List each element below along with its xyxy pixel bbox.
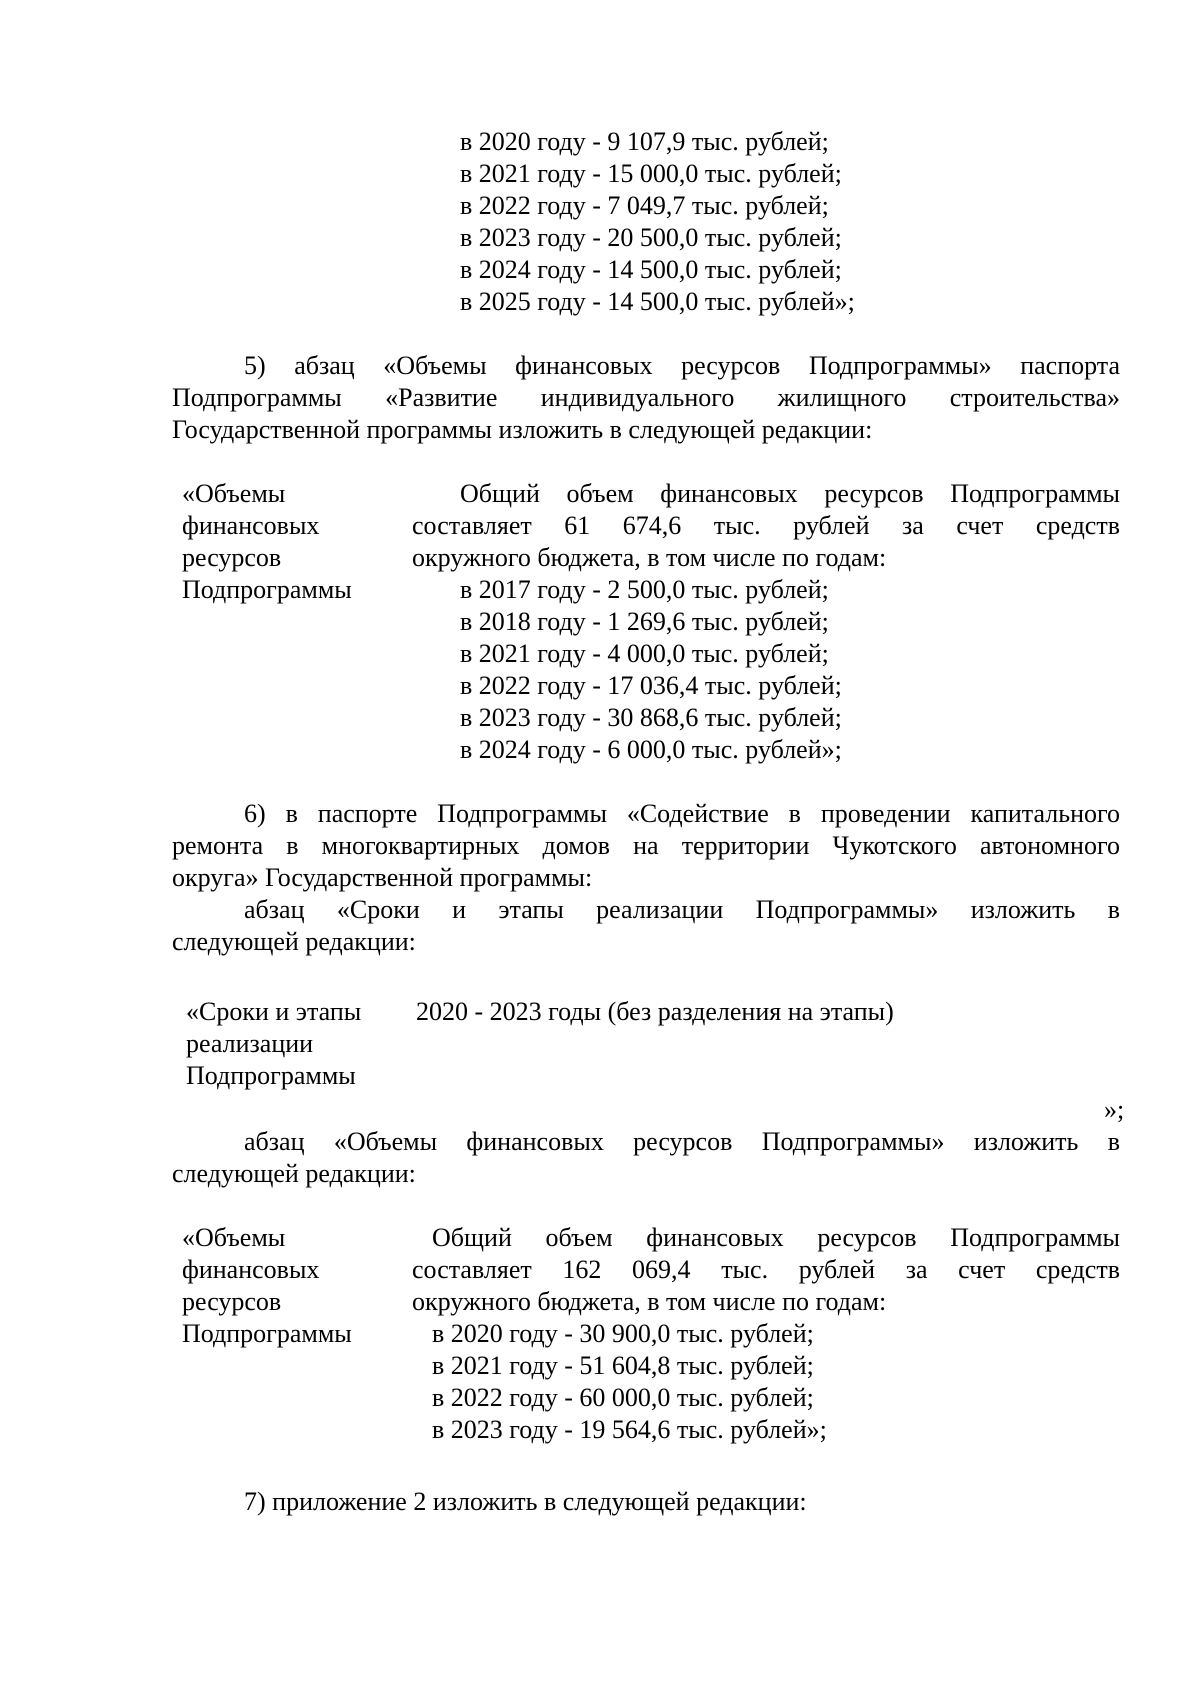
table-label-line: ресурсов — [182, 1287, 282, 1316]
table-label-line: финансовых — [182, 511, 320, 540]
table-label-line: «Объемы — [182, 479, 286, 508]
table-text-line: Общий объем финансовых ресурсов Подпрограммы — [460, 479, 1120, 508]
table-label-line: финансовых — [182, 1255, 320, 1284]
closing-quote: »; — [1104, 1095, 1125, 1124]
year-line: в 2023 году - 19 564,6 тыс. рублей»; — [432, 1415, 827, 1444]
year-line: в 2021 году - 15 000,0 тыс. рублей; — [460, 159, 842, 188]
paragraph-line: следующей редакции: — [172, 1159, 416, 1188]
table-label-line: Подпрограммы — [186, 1061, 356, 1090]
table-label-line: ресурсов — [182, 543, 282, 572]
paragraph-line: 7) приложение 2 изложить в следующей редакции: — [244, 1487, 807, 1516]
year-line: в 2023 году - 30 868,6 тыс. рублей; — [460, 703, 842, 732]
paragraph-line: абзац «Объемы финансовых ресурсов Подпрограммы» изложить в — [244, 1127, 1120, 1156]
table-text-line: Общий объем финансовых ресурсов Подпрограммы — [432, 1223, 1120, 1252]
table-label-line: «Объемы — [182, 1223, 286, 1252]
year-line: в 2022 году - 60 000,0 тыс. рублей; — [432, 1383, 814, 1412]
table-label-line: Подпрограммы — [182, 1319, 352, 1348]
table-value: 2020 - 2023 годы (без разделения на этапы) — [416, 997, 894, 1026]
paragraph-line: округа» Государственной программы: — [172, 863, 593, 892]
year-line: в 2024 году - 6 000,0 тыс. рублей»; — [460, 735, 842, 764]
table-label-line: Подпрограммы — [182, 575, 352, 604]
year-line: в 2018 году - 1 269,6 тыс. рублей; — [460, 607, 829, 636]
paragraph-line: абзац «Сроки и этапы реализации Подпрограммы» изложить в — [244, 895, 1120, 924]
year-line: в 2020 году - 30 900,0 тыс. рублей; — [432, 1319, 814, 1348]
year-line: в 2021 году - 4 000,0 тыс. рублей; — [460, 639, 829, 668]
table-label-line: реализации — [186, 1029, 314, 1058]
table-text-line: окружного бюджета, в том числе по годам: — [412, 1287, 887, 1316]
table-label-line: «Сроки и этапы — [186, 997, 362, 1026]
year-line: в 2024 году - 14 500,0 тыс. рублей; — [460, 255, 842, 284]
table-text-line: составляет 162 069,4 тыс. рублей за счет средств — [412, 1255, 1120, 1284]
year-line: в 2022 году - 7 049,7 тыс. рублей; — [460, 191, 829, 220]
paragraph-line: Государственной программы изложить в следующей редакции: — [172, 415, 873, 444]
year-line: в 2025 году - 14 500,0 тыс. рублей»; — [460, 287, 855, 316]
paragraph-line: следующей редакции: — [172, 927, 416, 956]
paragraph-line: Подпрограммы «Развитие индивидуального жилищного строительства» — [172, 383, 1120, 412]
paragraph-line: 5) абзац «Объемы финансовых ресурсов Подпрограммы» паспорта — [244, 351, 1120, 380]
table-text-line: окружного бюджета, в том числе по годам: — [412, 543, 887, 572]
paragraph-line: ремонта в многоквартирных домов на территории Чукотского автономного — [172, 831, 1120, 860]
year-line: в 2017 году - 2 500,0 тыс. рублей; — [460, 575, 829, 604]
year-line: в 2021 году - 51 604,8 тыс. рублей; — [432, 1351, 814, 1380]
year-line: в 2020 году - 9 107,9 тыс. рублей; — [460, 127, 829, 156]
paragraph-line: 6) в паспорте Подпрограммы «Содействие в проведении капитального — [244, 799, 1120, 828]
table-text-line: составляет 61 674,6 тыс. рублей за счет средств — [412, 511, 1120, 540]
year-line: в 2023 году - 20 500,0 тыс. рублей; — [460, 223, 842, 252]
year-line: в 2022 году - 17 036,4 тыс. рублей; — [460, 671, 842, 700]
